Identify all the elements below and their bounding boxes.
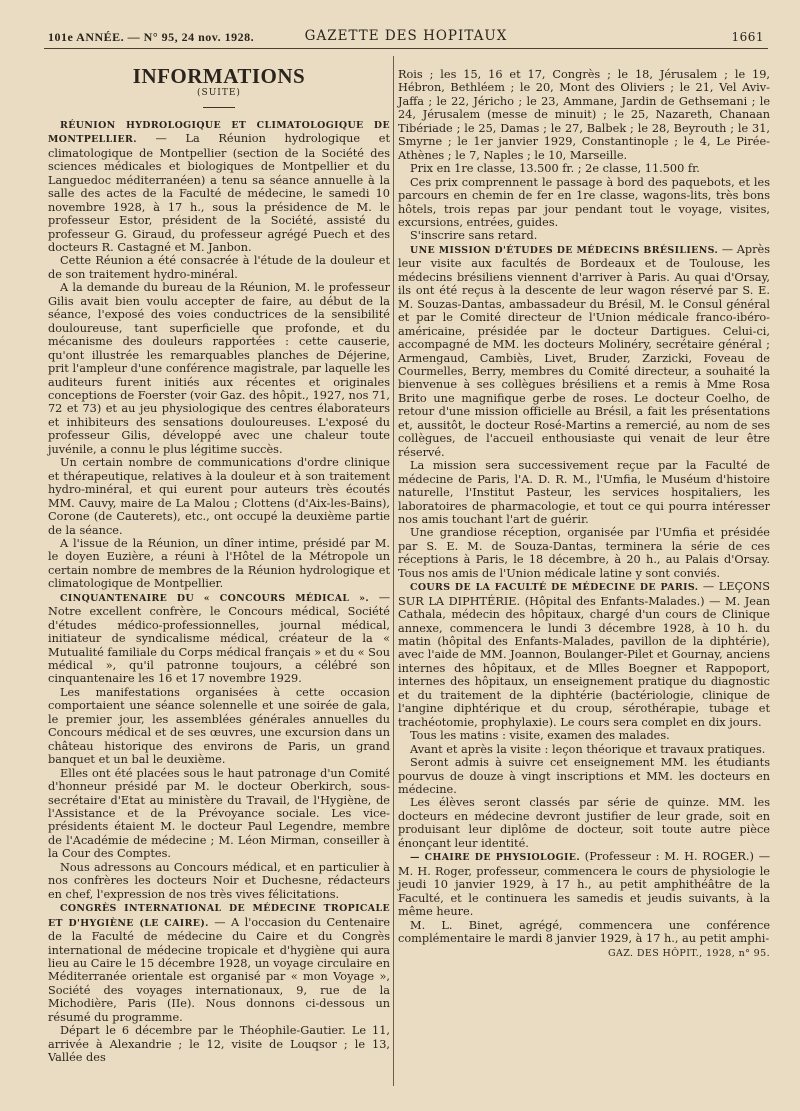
- paragraph: [398, 850, 770, 918]
- paragraph-text: S'inscrire sans retard.: [410, 229, 538, 243]
- paragraph-text: Cette Réunion a été consacrée à l'étude de la douleur et de son traitement hydro-minéral.: [48, 254, 390, 281]
- page-number: 1661: [731, 30, 764, 44]
- paragraph: [398, 229, 770, 242]
- paragraph-text: A la demande du bureau de la Réunion, M. le professeur Gilis avait bien voulu accepter de faire, au début de la séance, l'exposé des voies conductrices de la sensibilité douloureuse, tant superficielle que profonde, et du mécanisme des douleurs rapportées : cette causerie, qu'ont illustrée les remarquables planches de Déjerine, prit l'ampleur d'une conférence magistrale, par laquelle les auditeurs furent initiés aux récentes et originales conceptions de Foerster (voir Gaz. des hôpit., 1927, nos 71, 72 et 73) et au jeu physiologique des centres élaborateurs et inhibiteurs des sensations douloureuses. L'exposé du professeur Gilis, développé avec une chaleur toute juvénile, a connu le plus légitime succès.: [48, 281, 390, 456]
- paragraph-text: — La Réunion hydrologique et climatologique de Montpellier (section de la Société des sciences médicales et biologiques de Montpellier et du Languedoc méditerranéen) a tenu sa séance annuelle à la salle des actes de la Faculté de médecine, le samedi 10 novembre 1928, à 17 h., sous la présidence de M. le professeur Estor, président de la Société, assisté du professeur G. Giraud, du professeur agrégé Puech et des docteurs R. Castagné et M. Janbon.: [48, 132, 390, 254]
- paragraph-text: Une grandiose réception, organisée par l'Umfia et présidée par S. E. M. de Souza-Dantas, terminera la série de ces réceptions à Paris, le 18 décembre, à 20 h., au Palais d'Orsay. Tous nos amis de l'Union médicale latine y sont conviés.: [398, 526, 770, 580]
- paragraph-text: Rois ; les 15, 16 et 17, Congrès ; le 18, Jérusalem ; le 19, Hébron, Bethléem ; le 20, Mont des Oliviers ; le 21, Vel Aviv-Jaffa ; le 22, Jéricho ; le 23, Ammane, Jardin de Gethsemani ; le 24, Jérusalem (messe de minuit) ; le 25, Nazareth, Chanaan Tibériade ; le 25, Damas ; le 27, Balbek ; le 28, Beyrouth ; le 31, Smyrne ; le 1er janvier 1929, Constantinople ; le 4, Le Pirée-Athènes ; le 7, Naples ; le 10, Marseille.: [398, 68, 770, 162]
- paragraph: [398, 68, 770, 162]
- right-column-body: [398, 68, 770, 945]
- paragraph: [398, 919, 770, 946]
- paragraph: [398, 743, 770, 756]
- paragraph: [398, 756, 770, 796]
- paragraph: [398, 176, 770, 230]
- paragraph: [48, 901, 390, 1024]
- footer-signature: GAZ. DES HÔPIT., 1928, n° 95.: [607, 948, 770, 960]
- paragraph-text: Les élèves seront classés par série de quinze. MM. les docteurs en médecine devront justifier de leur grade, soit en produisant leur diplôme de docteur, soit toute autre pièce énonçant leur identité.: [398, 796, 770, 850]
- article-heading: RÉUNION HYDROLOGIQUE ET CLIMATOLOGIQUE DE MONTPELLIER.: [48, 119, 390, 146]
- article-heading: — CHAIRE DE PHYSIOLOGIE.: [410, 852, 581, 864]
- paragraph: [398, 526, 770, 580]
- paragraph: [398, 243, 770, 459]
- paragraph-text: La mission sera successivement reçue par la Faculté de médecine de Paris, l'A. D. R. M., l'Umfia, le Muséum d'histoire naturelle, l'Institut Pasteur, les services hospitaliers, les laboratoires de pharmacologie, et tout ce qui pourra intéresser nos amis touchant l'art de guérir.: [398, 459, 770, 526]
- left-column-body: [48, 118, 390, 1065]
- paragraph-text: (Professeur : M. H. ROGER.) — M. H. Roger, professeur, commencera le cours de physiologie le jeudi 10 janvier 1929, à 17 h., au petit amphithéâtre de la Faculté, et le continuera les samedis et jeudis suivants, à la même heure.: [398, 850, 770, 919]
- paragraph: [48, 1024, 390, 1064]
- paragraph-text: — A l'occasion du Centenaire de la Faculté de médecine du Caire et du Congrès international de médecine tropicale et d'hygiène qui aura lieu au Caire le 15 décembre 1928, un voyage circulaire en Méditerranée orientale est organisé par « mon Voyage », Société des voyages internationaux, 9, rue de la Michodière, Paris (IIe). Nous donnons ci-dessous un résumé du programme.: [48, 915, 391, 1024]
- paragraph-text: Ces prix comprennent le passage à bord des paquebots, et les parcours en chemin de fer en 1re classe, wagons-lits, très bons hôtels, trois repas par jour pendant tout le voyage, visites, excursions, entrées, guides.: [398, 175, 770, 229]
- paragraph: [48, 537, 390, 591]
- paragraph: [48, 861, 390, 901]
- paragraph-text: Les manifestations organisées à cette occasion comportaient une séance solennelle et une soirée de gala, le premier jour, les assemblées générales annuelles du Concours médical et de ses œuvres, une excursion dans un château historique des environs de Paris, un grand banquet et un bal le deuxième.: [48, 685, 390, 767]
- paragraph: [398, 459, 770, 526]
- paragraph: [398, 729, 770, 742]
- paragraph-text: Elles ont été placées sous le haut patronage d'un Comité d'honneur présidé par M. le docteur Oberkirch, sous-secrétaire d'Etat au ministère du Travail, de l'Hygiène, de l'Assistance et de la Prévoyance sociale. Les vice-présidents étaient M. le docteur Paul Legendre, membre de l'Académie de médecine ; M. Léon Mirman, conseiller à la Cour des Comptes.: [48, 766, 390, 861]
- paragraph-text: M. L. Binet, agrégé, commencera une conférence complémentaire le mardi 8 janvier 1929, à 17 h., au petit amphi-: [398, 918, 770, 945]
- left-column: [48, 64, 390, 1065]
- paragraph: [48, 591, 390, 686]
- paragraph-text: Avant et après la visite : leçon théorique et travaux pratiques.: [410, 742, 766, 756]
- journal-title: GAZETTE DES HOPITAUX: [304, 28, 508, 44]
- header-rule: [44, 48, 768, 49]
- paragraph-text: — LEÇONS SUR LA DIPHTÉRIE. (Hôpital des Enfants-Malades.) — M. Jean Cathala, médecin des hôpitaux, chargé d'un cours de Clinique annexe, commencera le lundi 3 décembre 1928, à 10 h. du matin (hôpital des Enfants-Malades, pavillon de la diphtérie), avec l'aide de MM. Joannon, Boulanger-Pilet et Gournay, anciens internes des hôpitaux, et de Mlles Boegner et Rappoport, internes des hôpitaux, un enseignement pratique du diagnostic et du traitement de la diphtérie (bactériologie, clinique de l'angine diphtérique et du croup, sérothérapie, tubage et trachéotomie, prophylaxie). Le cours sera complet en dix jours.: [398, 580, 770, 729]
- issue-info: 101e ANNÉE. — N° 95, 24 nov. 1928.: [48, 30, 255, 44]
- page-header: [48, 26, 764, 46]
- title-rule: [203, 107, 235, 108]
- paragraph-text: Départ le 6 décembre par le Théophile-Gautier. Le 11, arrivée à Alexandrie ; le 12, visite de Louqsor ; le 13, Vallée des: [48, 1024, 390, 1065]
- article-heading: COURS DE LA FACULTÉ DE MÉDECINE DE PARIS.: [410, 582, 699, 594]
- article-heading: CONGRÈS INTERNATIONAL DE MÉDECINE TROPICALE ET D'HYGIÈNE (LE CAIRE).: [48, 903, 390, 929]
- article-heading: UNE MISSION D'ÉTUDES DE MÉDECINS BRÉSILIENS.: [410, 244, 719, 256]
- column-divider: [393, 56, 394, 1086]
- section-subtitle: (SUITE): [197, 88, 241, 99]
- section-title: INFORMATIONS: [132, 64, 306, 88]
- paragraph-text: A l'issue de la Réunion, un dîner intime, présidé par M. le doyen Euzière, a réuni à l'Hôtel de la Métropole un certain nombre de membres de la Réunion hydrologique et climatologique de Montpellier.: [48, 536, 390, 591]
- paragraph-text: Nous adressons au Concours médical, et en particulier à nos confrères les docteurs Noir et Duchesne, rédacteurs en chef, l'expression de nos très vives félicitations.: [48, 860, 390, 901]
- paragraph: [398, 162, 770, 175]
- paragraph-text: Tous les matins : visite, examen des malades.: [410, 729, 670, 743]
- article-heading: CINQUANTENAIRE DU « CONCOURS MÉDICAL ».: [60, 592, 370, 604]
- paragraph-text: — Après leur visite aux facultés de Bordeaux et de Toulouse, les médecins brésiliens viennent d'arriver à Paris. Au quai d'Orsay, ils ont été reçus à la descente de leur wagon réservé par S. E. M. Souzas-Dantas, ambassadeur du Brésil, M. le Consul général et par le Comité directeur de l'Union médicale franco-ibéro-américaine, présidée par le docteur Dartigues. Celui-ci, accompagné de MM. les docteurs Molinéry, secrétaire général ; Armengaud, Cambiès, Livet, Bruder, Zarzicki, Foveau de Courmelles, Berry, membres du Comité directeur, a souhaité la bienvenue à ses collègues brésiliens et a remis à Mme Rosa Brito une magnifique gerbe de roses. Le docteur Coelho, de retour d'une mission officielle au Brésil, a fait les présentations et, aussitôt, le docteur Rosé-Martins a remercié, au nom de ses collègues, de l'accueil enthousiaste qui venait de leur être réservé.: [398, 242, 770, 459]
- paragraph-text: Prix en 1re classe, 13.500 fr. ; 2e classe, 11.500 fr.: [410, 162, 700, 176]
- paragraph: [398, 580, 770, 729]
- paragraph: [398, 796, 770, 850]
- paragraph: [48, 281, 390, 456]
- paragraph: [48, 456, 390, 537]
- paragraph-text: Un certain nombre de communications d'ordre clinique et thérapeutique, relatives à la douleur et à son traitement hydro-minéral, et qui eurent pour auteurs très écoutés MM. Cauvy, maire de La Malou ; Clottens (d'Aix-les-Bains), Corone (de Cauterets), etc., ont occupé la deuxième partie de la séance.: [48, 456, 390, 537]
- paragraph-text: Seront admis à suivre cet enseignement MM. les étudiants pourvus de douze à vingt inscriptions et MM. les docteurs en médecine.: [398, 756, 770, 797]
- paragraph-text: — Notre excellent confrère, le Concours médical, Société d'études médico-professionnelles, journal médical, initiateur de syndicalisme médical, créateur de la « Mutualité familiale du Corps médical français » et du « Sou médical », qu'il patronne toujours, a célébré son cinquantenaire les 16 et 17 novembre 1929.: [48, 590, 390, 686]
- right-column: [398, 68, 770, 961]
- paragraph: [48, 254, 390, 281]
- paragraph: [48, 686, 390, 767]
- paragraph: [48, 118, 390, 255]
- paragraph: [48, 767, 390, 861]
